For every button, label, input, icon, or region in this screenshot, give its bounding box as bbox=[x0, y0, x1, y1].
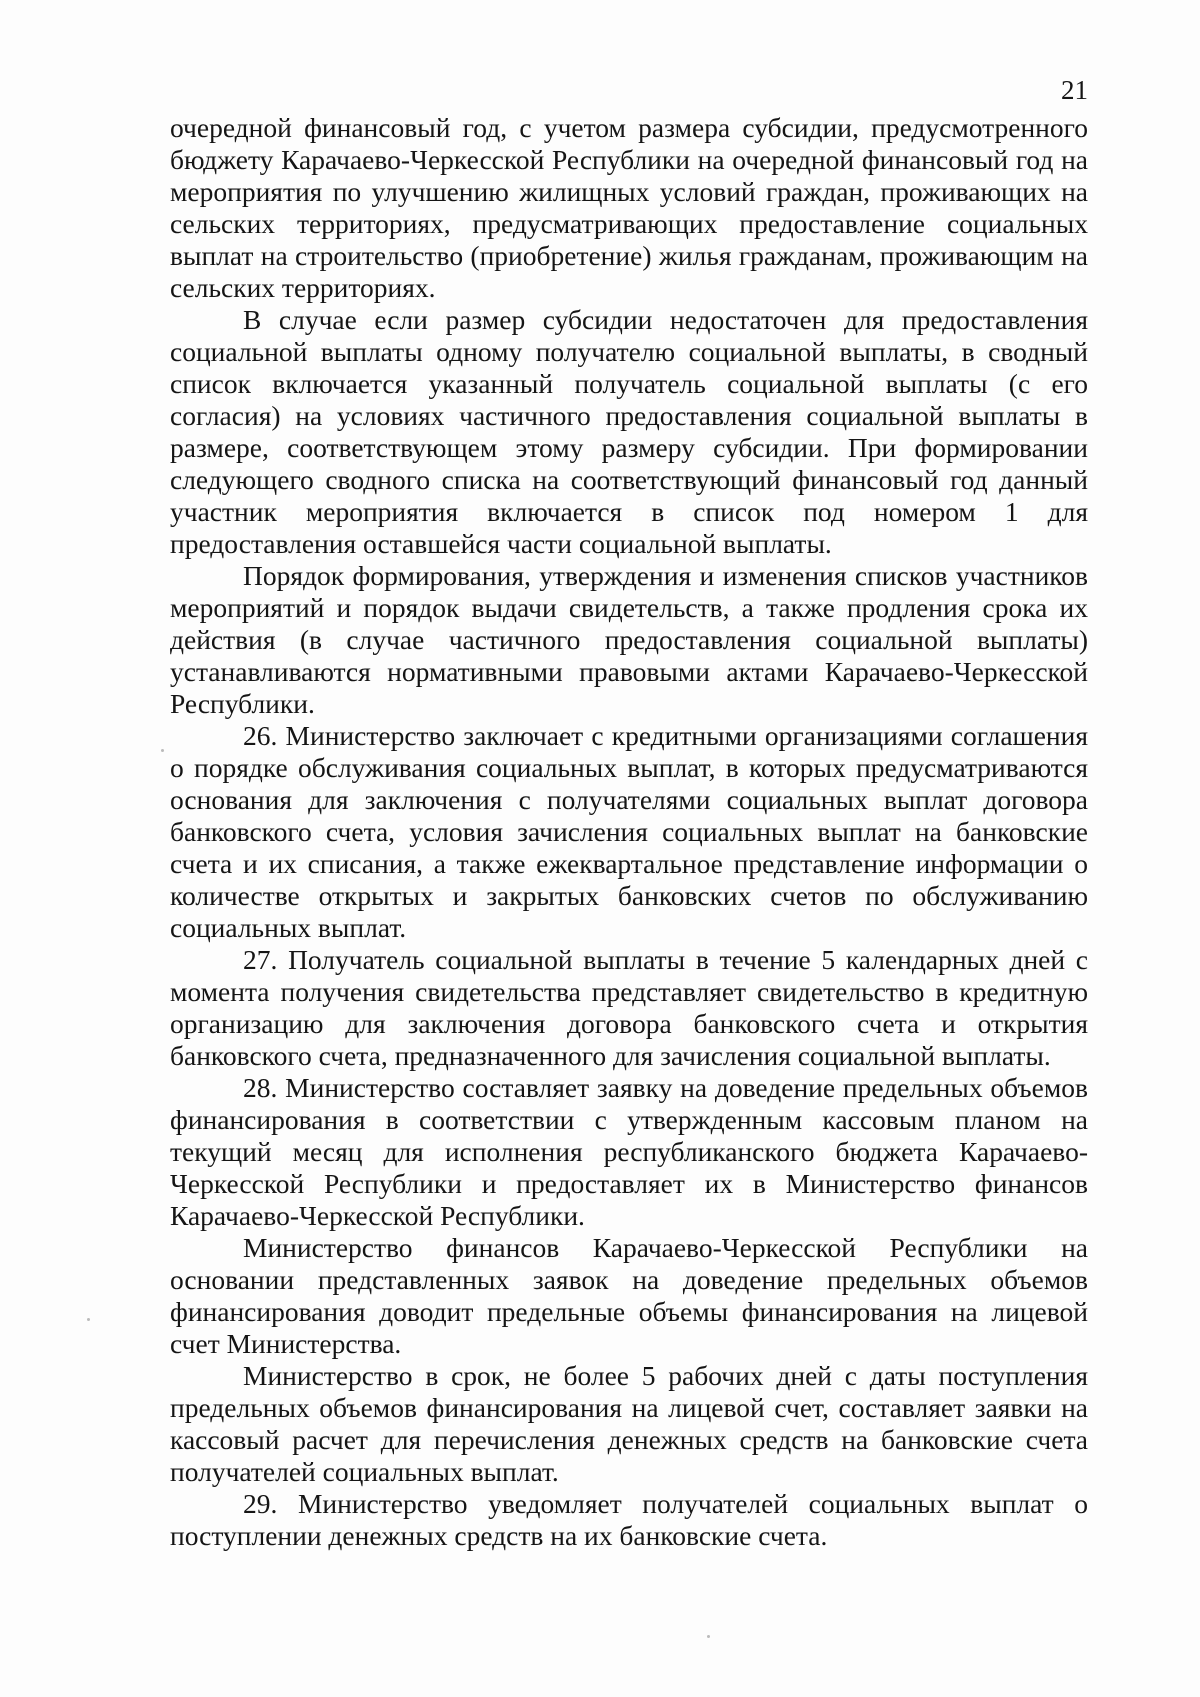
document-body bbox=[170, 112, 1088, 1552]
scan-speck bbox=[87, 1318, 90, 1321]
paragraph-finance-ministry: Министерство финансов Карачаево-Черкесской Республики на основании представленных заявок на доведение предельных объемов финансирования доводит предельные объемы финансирования на лицевой счет Министерства. bbox=[170, 1232, 1088, 1359]
scan-speck bbox=[161, 749, 164, 752]
paragraph-item-26: 26. Министерство заключает с кредитными организациями соглашения о порядке обслуживания социальных выплат, в которых предусматриваются основания для заключения с получателями социальных выплат договора банковского счета, условия зачисления социальных выплат на банковские счета и их списания, а также ежеквартальное представление информации о количестве открытых и закрытых банковских счетов по обслуживанию социальных выплат. bbox=[170, 720, 1088, 943]
paragraph-item-27: 27. Получатель социальной выплаты в течение 5 календарных дней с момента получения свидетельства представляет свидетельство в кредитную организацию для заключения договора банковского счета и открытия банковского счета, предназначенного для зачисления социальной выплаты. bbox=[170, 944, 1088, 1071]
paragraph-payment-requests: Министерство в срок, не более 5 рабочих дней с даты поступления предельных объемов финансирования на лицевой счет, составляет заявки на кассовый расчет для перечисления денежных средств на банковские счета получателей социальных выплат. bbox=[170, 1360, 1088, 1487]
paragraph-item-29: 29. Министерство уведомляет получателей социальных выплат о поступлении денежных средств на их банковские счета. bbox=[170, 1488, 1088, 1551]
scan-speck bbox=[707, 1635, 710, 1638]
paragraph-lists-procedure: Порядок формирования, утверждения и изменения списков участников мероприятий и порядок выдачи свидетельств, а также продления срока их действия (в случае частичного предоставления социальной выплаты) устанавливаются нормативными правовыми актами Карачаево-Черкесской Республики. bbox=[170, 560, 1088, 719]
page-number: 21 bbox=[1061, 75, 1088, 105]
paragraph-item-28: 28. Министерство составляет заявку на доведение предельных объемов финансирования в соответствии с утвержденным кассовым планом на текущий месяц для исполнения республиканского бюджета Карачаево-Черкесской Республики и предоставляет их в Министерство финансов Карачаево-Черкесской Республики. bbox=[170, 1072, 1088, 1231]
paragraph-subsidy-shortfall: В случае если размер субсидии недостаточен для предоставления социальной выплаты одному получателю социальной выплаты, в сводный список включается указанный получатель социальной выплаты (с его согласия) на условиях частичного предоставления социальной выплаты в размере, соответствующем этому размеру субсидии. При формировании следующего сводного списка на соответствующий финансовый год данный участник мероприятия включается в список под номером 1 для предоставления оставшейся части социальной выплаты. bbox=[170, 304, 1088, 559]
paragraph-continuation: очередной финансовый год, с учетом размера субсидии, предусмотренного бюджету Карачаево-Черкесской Республики на очередной финансовый год на мероприятия по улучшению жилищных условий граждан, проживающих на сельских территориях, предусматривающих предоставление социальных выплат на строительство (приобретение) жилья гражданам, проживающим на сельских территориях. bbox=[170, 112, 1088, 303]
